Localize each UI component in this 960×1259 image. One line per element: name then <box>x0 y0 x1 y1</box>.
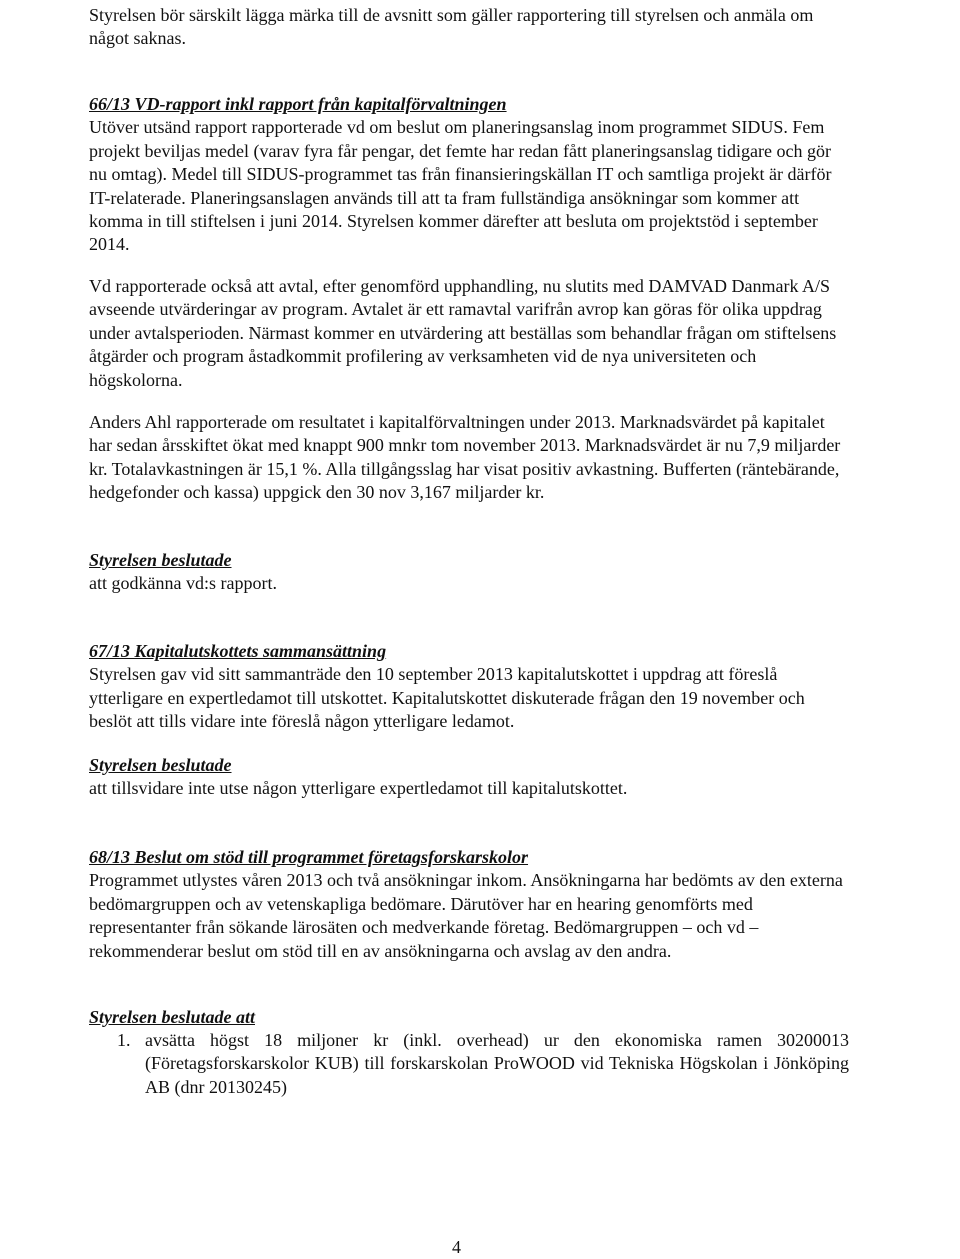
intro-text: Styrelsen bör särskilt lägga märka till de avsnitt som gäller rapportering till styrelsen och anmäla om något saknas. <box>89 5 814 49</box>
section-66-paragraph-2: Vd rapporterade också att avtal, efter genomförd upphandling, nu slutits med DAMVAD Danmark A/S avseende utvärderingar av program. Avtalet är ett ramavtal varifrån avrop kan göras för olika uppdrag under avtalsperioden. Närmast kommer en utvärdering att beställas som behandlar frågan om stiftelsens åtgärder och program åstadkommit profilering av verksamheten vid de nya universiteten och högskolorna. <box>89 276 837 390</box>
decision-text: att tillsvidare inte utse någon ytterligare expertledamot till kapitalutskottet. <box>89 778 628 799</box>
section-68-paragraph-1: Programmet utlystes våren 2013 och två ansökningar inkom. Ansökningarna har bedömts av den externa bedömargruppen och av vetenskapliga bedömare. Därutöver har en hearing genomförts med representanter från sökande lärosäten och medverkande företag. Bedömargruppen – och vd – rekommenderar beslut om stöd till en av ansökningarna och avslag av den andra. <box>89 870 843 961</box>
section-67-paragraph-1: Styrelsen gav vid sitt sammanträde den 10 september 2013 kapitalutskottet i uppdrag att föreslå ytterligare en expertledamot till utskottet. Kapitalutskottet diskuterade frågan den 19 november och beslöt att tills vidare inte föreslå någon ytterligare ledamot. <box>89 664 805 732</box>
list-item-text: avsätta högst 18 miljoner kr (inkl. overhead) ur den ekonomiska ramen 30200013 (Företagsforskarskolor KUB) till forskarskolan ProWOOD vid Tekniska Högskolan i Jönköping AB (dnr 20130245) <box>145 1030 849 1097</box>
section-66-paragraph-3: Anders Ahl rapporterade om resultatet i kapitalförvaltningen under 2013. Marknadsvärdet på kapitalet har sedan årsskiftet ökat med knappt 900 mnkr tom november 2013. Marknadsvärdet är nu 7,9 miljarder kr. Totalavkastningen är 15,1 %. Alla tillgångsslag har visat positiv avkastning. Bufferten (räntebärande, hedgefonder och kassa) uppgick den 30 nov 3,167 miljarder kr. <box>89 412 841 503</box>
list-item-number: 1. <box>117 1030 131 1050</box>
section-68-heading: 68/13 Beslut om stöd till programmet företagsforskarskolor <box>89 847 529 867</box>
section-66-decision <box>89 549 849 596</box>
section-68 <box>89 846 849 963</box>
page-number: 4 <box>452 1237 461 1257</box>
decision-label: Styrelsen beslutade att <box>89 1007 255 1027</box>
section-66 <box>89 93 849 257</box>
section-67-heading: 67/13 Kapitalutskottets sammansättning <box>89 641 387 661</box>
numbered-list <box>89 1029 849 1099</box>
section-68-decision <box>89 1006 849 1029</box>
section-66-heading: 66/13 VD-rapport inkl rapport från kapitalförvaltningen <box>89 94 507 114</box>
section-66-paragraph-2-block <box>89 275 849 392</box>
section-67-decision <box>89 754 849 801</box>
decision-label: Styrelsen beslutade <box>89 550 232 570</box>
list-item <box>89 1029 849 1099</box>
decision-text: att godkänna vd:s rapport. <box>89 573 277 594</box>
section-67 <box>89 640 849 734</box>
intro-paragraph <box>89 4 849 51</box>
section-66-paragraph-1: Utöver utsänd rapport rapporterade vd om beslut om planeringsanslag inom programmet SIDUS. Fem projekt beviljas medel (varav fyra får pengar, det femte har redan fått planeringsanslag tidigare och gör nu omtag). Medel till SIDUS-programmet tas från finansieringskällan IT och samtliga projekt är därför IT-relaterade. Planeringsanslagen används till att ta fram fullständiga ansökningar som kommer att komma in till stiftelsen i juni 2014. Styrelsen kommer därefter att besluta om projektstöd i september 2014. <box>89 117 832 255</box>
section-66-paragraph-3-block <box>89 411 849 505</box>
decision-label: Styrelsen beslutade <box>89 755 232 775</box>
